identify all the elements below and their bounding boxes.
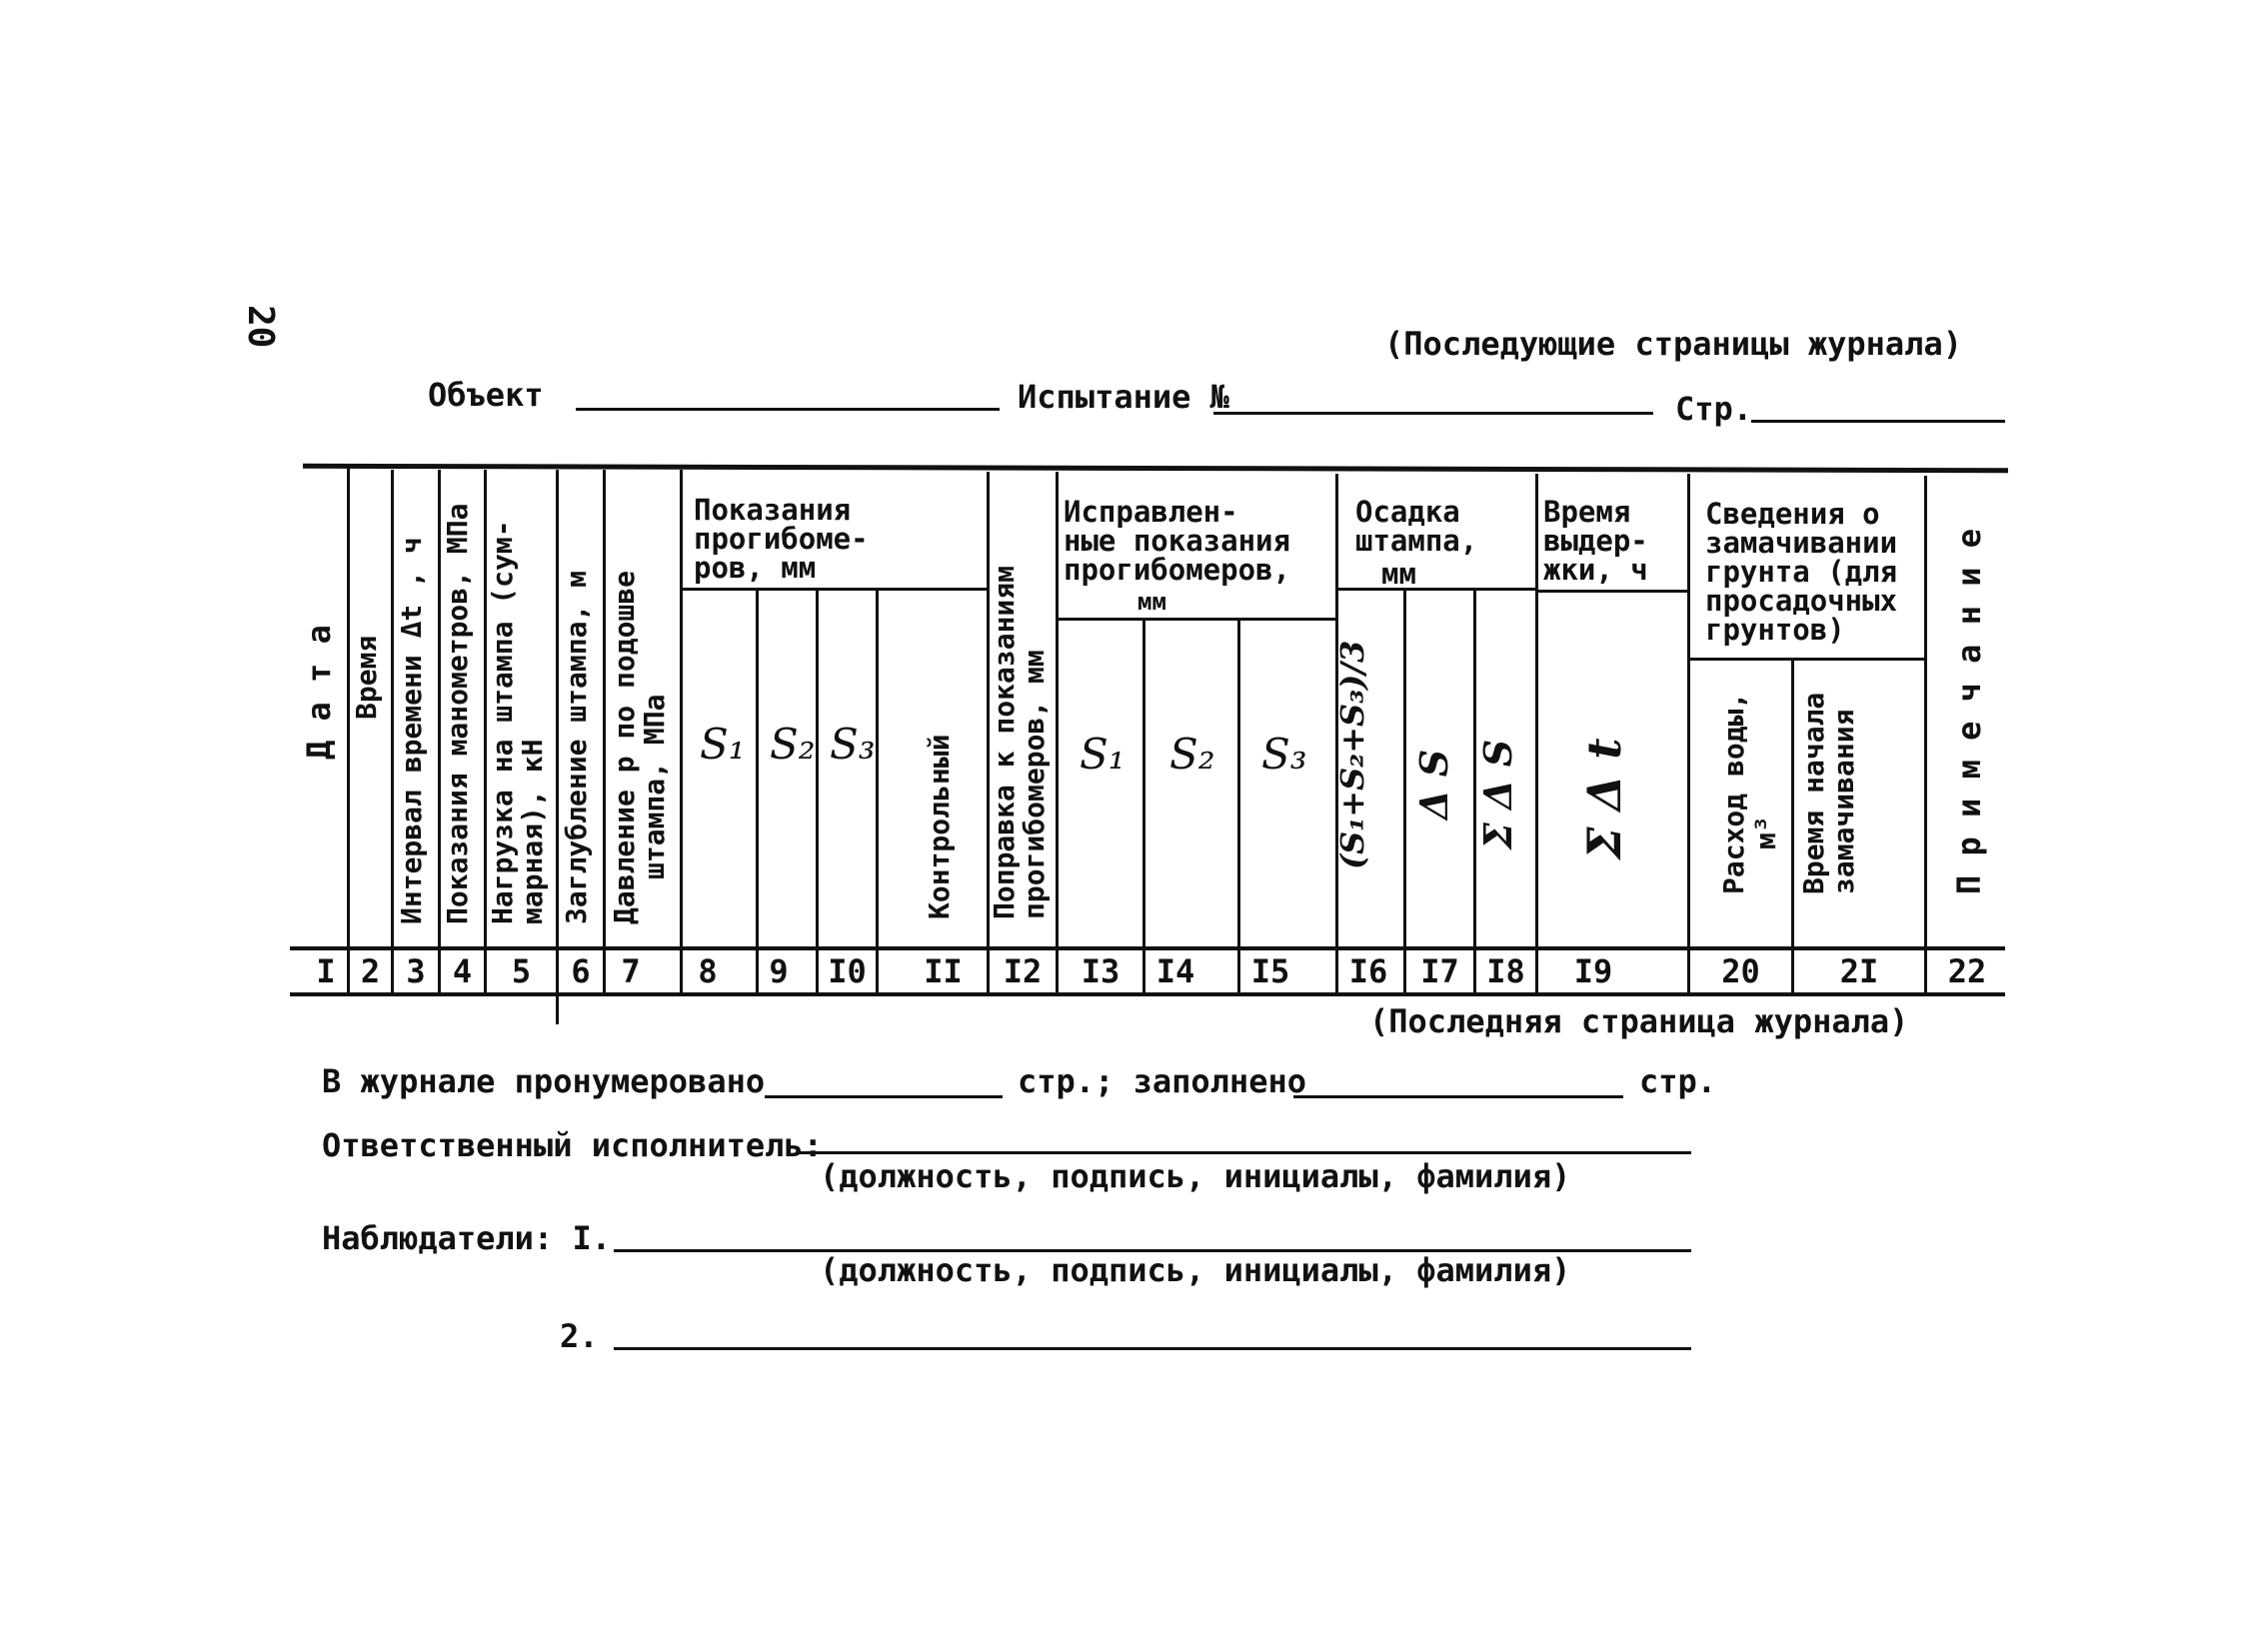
col-divider xyxy=(876,590,879,992)
group-underline-time xyxy=(1535,590,1687,593)
col-cs1-header: S₁ xyxy=(1080,730,1125,779)
col-number: I6 xyxy=(1348,952,1388,990)
col-divider xyxy=(680,470,683,992)
group-deflectometers-header: Показания прогибоме- ров, мм xyxy=(694,493,869,585)
col-divider xyxy=(603,470,606,992)
group-corrected-header: Исправлен- ные показания прогибомеров, xyxy=(1064,495,1290,587)
col-number: 4 xyxy=(452,952,473,990)
numbered-pages-line xyxy=(765,1095,1003,1098)
col-number: 20 xyxy=(1721,952,1760,990)
col-load-header-line1: Нагрузка на штампа (сум- xyxy=(486,520,519,924)
col-number: I7 xyxy=(1420,952,1459,990)
group-soaking-header: Сведения о замачивании грунта (для просадочных грунтов) xyxy=(1705,497,1898,647)
group-underline-settlement xyxy=(1335,588,1535,591)
page-number: 20 xyxy=(240,305,281,349)
col-number: I xyxy=(316,952,336,990)
col-date-header: Д а т а xyxy=(300,625,338,760)
col-delta-s-header: Δ S xyxy=(1411,749,1456,820)
col-note-header: П р и м е ч а н и е xyxy=(1950,528,1988,894)
group-underline-deflectometers xyxy=(680,588,987,591)
col-number: 22 xyxy=(1947,952,1987,990)
col-number: 9 xyxy=(769,952,789,990)
pages-end: стр. xyxy=(1639,1062,1717,1100)
object-label: Объект xyxy=(428,376,544,414)
col-number: 2 xyxy=(360,952,381,990)
page-label: Стр. xyxy=(1675,390,1753,428)
col-number: 3 xyxy=(406,952,426,990)
col-time-header: Время xyxy=(350,635,383,720)
col-divider xyxy=(1924,476,1927,992)
col-divider xyxy=(816,590,819,992)
col-sum-delta-s-header: Σ Δ S xyxy=(1475,739,1520,849)
object-field-line xyxy=(576,408,1000,411)
col-cs2-header: S₂ xyxy=(1169,730,1215,779)
col-number: 8 xyxy=(698,952,718,990)
observers-label: Наблюдатели: I. xyxy=(322,1219,611,1257)
col-number: I8 xyxy=(1486,952,1525,990)
page-field-line xyxy=(1751,420,2005,423)
col-number: II xyxy=(924,952,963,990)
col-divider xyxy=(756,590,759,992)
col-interval-header: Интервал времени Δt , ч xyxy=(395,537,428,924)
col-number: 2I xyxy=(1839,952,1879,990)
responsible-signature-hint: (должность, подпись, инициалы, фамилия) xyxy=(820,1157,1571,1195)
group-underline-soaking xyxy=(1687,658,1924,661)
footer-note: (Последняя страница журнала) xyxy=(1369,1002,1909,1040)
test-label: Испытание № xyxy=(1018,378,1229,416)
group-hold-time-header: Время выдер- жки, ч xyxy=(1543,495,1648,587)
col-manometer-header: Показания манометров, МПа xyxy=(441,503,474,924)
col-divider xyxy=(1403,590,1406,992)
col-s1-header: S₁ xyxy=(700,720,746,769)
group-corrected-unit: мм xyxy=(1137,588,1166,616)
observer1-signature-hint: (должность, подпись, инициалы, фамилия) xyxy=(820,1251,1571,1289)
col-water-header-line2: м³ xyxy=(1749,816,1782,849)
col-soak-start-header-line1: Время начала xyxy=(1797,692,1830,894)
col-correction-header-line1: Поправка к показаниям xyxy=(988,565,1021,919)
table-header-bottom xyxy=(290,946,2005,950)
observer2-line xyxy=(614,1347,1691,1350)
col-cs3-header: S₃ xyxy=(1261,730,1307,779)
col-pressure-header-line1: Давление p по подошве xyxy=(608,570,641,924)
col-number: I0 xyxy=(828,952,867,990)
col-divider xyxy=(1056,472,1059,992)
col-s3-header: S₃ xyxy=(830,720,876,769)
col-control-header: Контрольный xyxy=(923,734,956,919)
pages-separator: стр.; заполнено xyxy=(1018,1062,1306,1100)
col-s2-header: S₂ xyxy=(770,720,816,769)
col-divider xyxy=(1535,474,1538,992)
col-number: I4 xyxy=(1155,952,1195,990)
col-divider xyxy=(1687,474,1690,992)
col-divider xyxy=(556,470,559,1024)
col-water-header-line1: Расход воды, xyxy=(1717,692,1750,894)
col-divider xyxy=(1237,620,1240,992)
group-settlement-unit: мм xyxy=(1381,557,1416,591)
col-avg-settlement-header: (S₁+S₂+S₃)/3 xyxy=(1333,640,1371,869)
col-sum-delta-t-header: Σ Δ t xyxy=(1577,738,1631,859)
numbered-label: В журнале пронумеровано xyxy=(322,1062,766,1100)
col-divider xyxy=(1791,660,1794,992)
col-number: I3 xyxy=(1081,952,1121,990)
col-load-header-line2: марная), кН xyxy=(516,739,549,924)
col-correction-header-line2: прогибомеров, мм xyxy=(1018,650,1051,919)
col-number: I5 xyxy=(1250,952,1290,990)
responsible-label: Ответственный исполнитель: xyxy=(322,1126,823,1164)
col-number: 6 xyxy=(571,952,591,990)
group-underline-corrected xyxy=(1056,618,1335,621)
observer2-label: 2. xyxy=(560,1317,599,1355)
col-depth-header: Заглубление штампа, м xyxy=(560,570,593,924)
col-number: 5 xyxy=(511,952,532,990)
filled-pages-line xyxy=(1293,1095,1623,1098)
col-divider xyxy=(1142,620,1145,992)
col-pressure-header-line2: штампа, МПа xyxy=(638,694,671,879)
col-divider xyxy=(347,468,350,992)
header-note: (Последующие страницы журнала) xyxy=(1384,325,1962,363)
table-bottom-border xyxy=(290,992,2005,996)
col-divider xyxy=(391,470,394,992)
col-number: 7 xyxy=(621,952,641,990)
col-number: I2 xyxy=(1003,952,1043,990)
group-settlement-header: Осадка штампа, xyxy=(1355,495,1478,558)
test-field-line xyxy=(1213,412,1653,415)
responsible-line xyxy=(800,1151,1691,1154)
col-number: I9 xyxy=(1573,952,1613,990)
col-soak-start-header-line2: замачивания xyxy=(1827,709,1860,894)
